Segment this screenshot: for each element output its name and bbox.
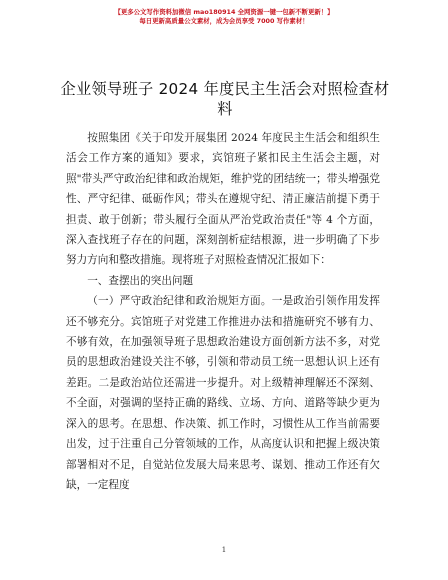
page-number: 1	[221, 546, 227, 554]
intro-paragraph: 按照集团《关于印发开展集团 2024 年度民主生活会和组织生活会工作方案的通知》要求，宾馆班子紧扣民主生活会主题，对照"带头严守政治纪律和政治规矩，维护党的团结统一；带头增强党性、严守纪律、砥砺作风；带头在遵规守纪、清正廉洁前提下勇于担责、敢于创新；带头履行全面从严治党政治责任"等 4 个方面，深入查找班子存在的问题，深刻剖析症结根源，进一步明确了下步努力方向和整改措施。现将班子对照检查情况汇报如下：	[66, 132, 380, 267]
section-heading: 一、查摆出的突出问题	[87, 274, 194, 287]
body-paragraph: （一）严守政治纪律和政治规矩方面。一是政治引领作用发挥还不够充分。宾馆班子对党建工作推进办法和措施研究不够有力、不够有效，在加强领导班子思想政治建设方面创新方法不多，对党员的思想政治建设关注不够，引领和带动员工统一思想认识上还有差距。二是政治站位还需进一步提升。对上级精神理解还不深刻、不全面，对强调的坚持正确的路线、立场、方向、道路等缺少更为深入的思考。在思想、作决策、抓工作时，习惯性从工作当前需要出发，过于注重自己分管领域的工作，从高度认识和把握上级决策部署相对不足，自觉站位发展大局来思考、谋划、推动工作还有欠缺，一定程度	[66, 295, 380, 491]
document-title: 企业领导班子 2024 年度民主生活会对照检查材料	[60, 80, 390, 118]
document-body	[66, 128, 380, 495]
banner-line-2: 每日更新高质量公文素材，成为会员享受 7000 写作素材！	[139, 17, 309, 25]
banner-line-1: 【更多公文写作资料加微信 mao180914 全网资源一键一包新不断更新！】	[114, 8, 334, 16]
header-banner	[0, 8, 448, 26]
